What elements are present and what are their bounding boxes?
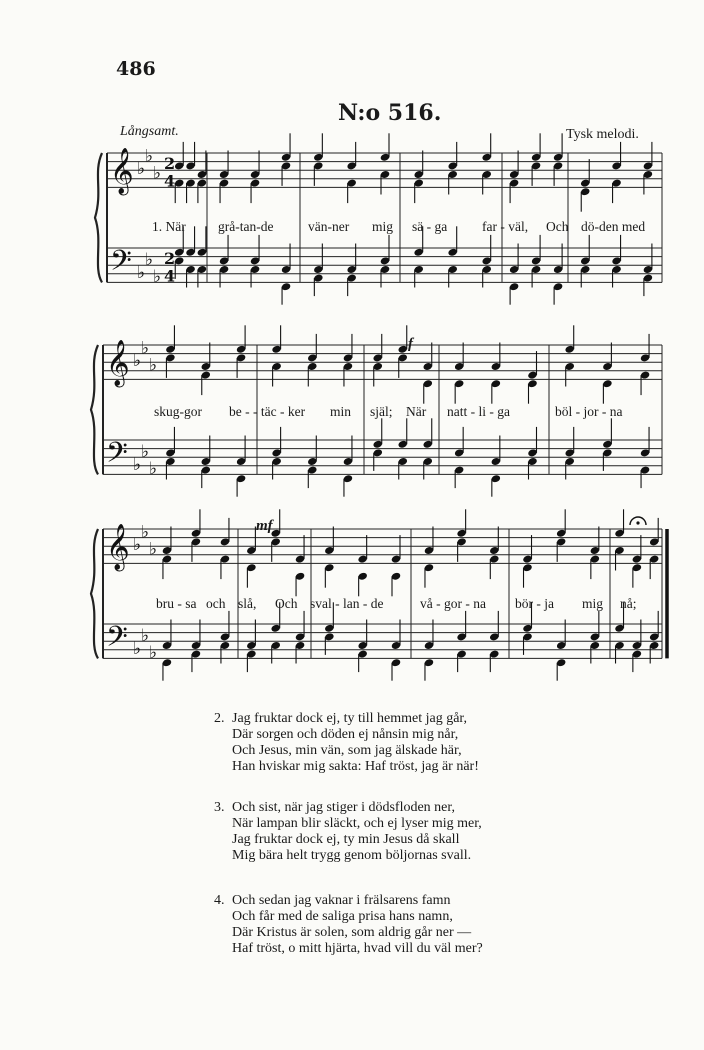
lyric-syllable: 1. När bbox=[152, 219, 186, 234]
svg-text:♭: ♭ bbox=[141, 522, 150, 543]
lyric-syllable: sval - lan - de bbox=[310, 596, 384, 611]
svg-text:♭: ♭ bbox=[153, 163, 162, 184]
svg-text:♭: ♭ bbox=[133, 351, 142, 372]
lyric-syllable: Och bbox=[275, 596, 298, 611]
lyric-syllable: själ; bbox=[370, 404, 393, 419]
svg-text:♭: ♭ bbox=[141, 441, 150, 462]
lyric-syllable: och bbox=[206, 596, 226, 611]
verse-line: Jag fruktar dock ej, ty min Jesus då skall bbox=[232, 832, 460, 847]
verse-line: Och sedan jag vaknar i frälsarens famn bbox=[232, 893, 451, 908]
svg-text:𝄞: 𝄞 bbox=[110, 147, 134, 194]
lyric-syllable: far - väl, bbox=[482, 219, 529, 234]
verse-line: När lampan blir släckt, och ej lyser mig mer, bbox=[232, 816, 482, 831]
verse-line: Haf tröst, o mitt hjärta, hvad vill du väl mer? bbox=[232, 941, 483, 956]
lyric-syllable: mig bbox=[582, 596, 604, 611]
svg-text:♭: ♭ bbox=[149, 459, 158, 480]
lyric-syllable: min bbox=[330, 404, 352, 419]
tempo-marking: Långsamt. bbox=[120, 124, 179, 139]
svg-text:𝄢: 𝄢 bbox=[110, 244, 132, 285]
hymn-number: N:o 516. bbox=[338, 100, 442, 126]
lyric-syllable: skug-gor bbox=[154, 404, 202, 419]
svg-text:♭: ♭ bbox=[145, 146, 154, 167]
music-system-1 bbox=[0, 140, 704, 310]
verse-number: 4. bbox=[214, 893, 225, 908]
lyric-syllable: böl - jor - na bbox=[555, 404, 623, 419]
dynamic-mezzoforte: mf bbox=[256, 518, 273, 534]
verse-line: Och Jesus, min vän, som jag älskade här, bbox=[232, 743, 462, 758]
verse-number: 2. bbox=[214, 711, 225, 726]
svg-text:♭: ♭ bbox=[137, 159, 146, 180]
svg-text:2: 2 bbox=[164, 249, 176, 269]
svg-text:𝄢: 𝄢 bbox=[106, 436, 128, 477]
svg-text:4: 4 bbox=[164, 171, 176, 191]
lyric-syllable: mig bbox=[372, 219, 394, 234]
lyric-syllable: bru - sa bbox=[156, 596, 197, 611]
music-system-3 bbox=[0, 516, 704, 686]
lyric-syllable: Och bbox=[546, 219, 569, 234]
music-system-2 bbox=[0, 332, 704, 502]
svg-text:♭: ♭ bbox=[141, 625, 150, 646]
page-number: 486 bbox=[116, 58, 156, 80]
lyric-syllable: vå - gor - na bbox=[420, 596, 486, 611]
svg-text:𝄞: 𝄞 bbox=[106, 523, 130, 570]
svg-text:♭: ♭ bbox=[133, 454, 142, 475]
lyric-syllable: vän-ner bbox=[308, 219, 350, 234]
verse-line: Mig bära helt trygg genom böljornas svall. bbox=[232, 848, 472, 863]
svg-text:4: 4 bbox=[164, 266, 176, 286]
lyric-syllable: natt - li - ga bbox=[447, 404, 510, 419]
svg-text:2: 2 bbox=[164, 154, 176, 174]
lyric-syllable: När bbox=[406, 404, 427, 419]
verse-line: Jag fruktar dock ej, ty till hemmet jag går, bbox=[232, 711, 468, 726]
svg-text:♭: ♭ bbox=[149, 539, 158, 560]
verse-number: 3. bbox=[214, 800, 225, 815]
svg-text:♭: ♭ bbox=[133, 535, 142, 556]
verse-line: Där Kristus är solen, som aldrig går ner — bbox=[232, 925, 472, 940]
lyric-syllable: dö-den med bbox=[581, 219, 646, 234]
svg-text:♭: ♭ bbox=[153, 267, 162, 288]
lyric-syllable: slå, bbox=[238, 596, 257, 611]
svg-text:♭: ♭ bbox=[141, 338, 150, 359]
svg-text:♭: ♭ bbox=[145, 249, 154, 270]
svg-text:♭: ♭ bbox=[137, 262, 146, 283]
verse-line: Och sist, när jag stiger i dödsfloden ner, bbox=[232, 800, 456, 815]
lyric-syllable: be - - täc - ker bbox=[229, 404, 306, 419]
verse-line: Där sorgen och döden ej nånsin mig når, bbox=[232, 727, 459, 742]
svg-text:𝄞: 𝄞 bbox=[106, 339, 130, 386]
svg-text:♭: ♭ bbox=[149, 643, 158, 664]
verse-line: Han hviskar mig sakta: Haf tröst, jag är när! bbox=[232, 759, 479, 774]
lyric-syllable: grå-tan-de bbox=[218, 219, 274, 234]
dynamic-forte: f bbox=[408, 336, 413, 352]
svg-text:𝄢: 𝄢 bbox=[106, 620, 128, 661]
svg-text:♭: ♭ bbox=[149, 355, 158, 376]
lyric-syllable: nå; bbox=[620, 596, 637, 611]
melody-source: Tysk melodi. bbox=[566, 127, 639, 142]
lyric-syllable: bör - ja bbox=[515, 596, 554, 611]
verse-line: Och får med de saliga prisa hans namn, bbox=[232, 909, 453, 924]
svg-text:♭: ♭ bbox=[133, 638, 142, 659]
lyric-syllable: sä - ga bbox=[412, 219, 448, 234]
notation-graphics bbox=[91, 509, 667, 680]
